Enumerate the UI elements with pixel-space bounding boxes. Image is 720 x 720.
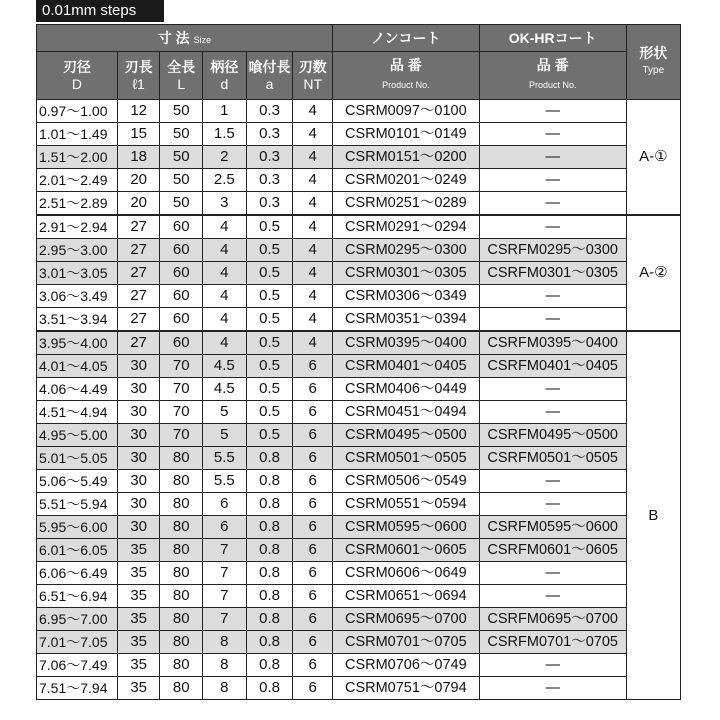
flutes-cell: 6 bbox=[293, 562, 332, 585]
flute-length-cell: 12 bbox=[117, 100, 160, 123]
product-no-okhr-cell: — bbox=[479, 192, 626, 216]
product-no-noncoat-cell: CSRM0401～0405 bbox=[332, 355, 479, 378]
col-header-flute-length: 刃長 ℓ1 bbox=[117, 52, 160, 100]
product-no-okhr-cell: CSRFM0401～0405 bbox=[479, 355, 626, 378]
chamfer-length-cell: 0.8 bbox=[246, 585, 293, 608]
product-no-noncoat-cell: CSRM0306～0349 bbox=[332, 285, 479, 308]
shank-diameter-cell: 4 bbox=[203, 262, 247, 285]
diameter-cell: 4.01～4.05 bbox=[37, 355, 118, 378]
product-no-okhr-cell: CSRFM0301～0305 bbox=[479, 262, 626, 285]
chamfer-length-cell: 0.8 bbox=[246, 562, 293, 585]
flute-length-cell: 30 bbox=[117, 447, 160, 470]
product-table bbox=[36, 24, 681, 700]
product-no-okhr-cell: — bbox=[479, 401, 626, 424]
product-no-okhr-cell: CSRFM0495～0500 bbox=[479, 424, 626, 447]
flutes-cell: 6 bbox=[293, 585, 332, 608]
product-no-noncoat-cell: CSRM0501～0505 bbox=[332, 447, 479, 470]
overall-length-cell: 50 bbox=[160, 192, 203, 216]
shank-diameter-cell: 8 bbox=[203, 677, 247, 700]
chamfer-length-cell: 0.3 bbox=[246, 169, 293, 192]
shank-diameter-cell: 5 bbox=[203, 401, 247, 424]
product-no-okhr-cell: — bbox=[479, 123, 626, 146]
flute-length-cell: 18 bbox=[117, 146, 160, 169]
shank-diameter-cell: 5.5 bbox=[203, 447, 247, 470]
overall-length-cell: 50 bbox=[160, 146, 203, 169]
product-no-noncoat-cell: CSRM0097～0100 bbox=[332, 100, 479, 123]
product-no-okhr-cell: CSRFM0701～0705 bbox=[479, 631, 626, 654]
diameter-cell: 3.51～3.94 bbox=[37, 308, 118, 332]
col-header-chamfer-length: 喰付長 a bbox=[246, 52, 293, 100]
table-row bbox=[37, 215, 681, 239]
chamfer-length-cell: 0.8 bbox=[246, 631, 293, 654]
diameter-cell: 6.95～7.00 bbox=[37, 608, 118, 631]
product-no-noncoat-cell: CSRM0606～0649 bbox=[332, 562, 479, 585]
product-no-okhr-cell: — bbox=[479, 585, 626, 608]
overall-length-cell: 80 bbox=[160, 562, 203, 585]
chamfer-length-cell: 0.8 bbox=[246, 447, 293, 470]
shank-diameter-cell: 7 bbox=[203, 539, 247, 562]
chamfer-length-cell: 0.8 bbox=[246, 539, 293, 562]
flute-length-cell: 30 bbox=[117, 401, 160, 424]
table-row bbox=[37, 470, 681, 493]
flutes-cell: 4 bbox=[293, 331, 332, 355]
chamfer-length-cell: 0.8 bbox=[246, 677, 293, 700]
flutes-cell: 6 bbox=[293, 677, 332, 700]
chamfer-length-cell: 0.3 bbox=[246, 146, 293, 169]
diameter-cell: 6.06～6.49 bbox=[37, 562, 118, 585]
shank-diameter-cell: 2 bbox=[203, 146, 247, 169]
product-no-okhr-cell: CSRFM0695～0700 bbox=[479, 608, 626, 631]
product-no-okhr-cell: CSRFM0295～0300 bbox=[479, 239, 626, 262]
overall-length-cell: 60 bbox=[160, 308, 203, 332]
table-row bbox=[37, 631, 681, 654]
diameter-cell: 2.95～3.00 bbox=[37, 239, 118, 262]
product-no-noncoat-cell: CSRM0301～0305 bbox=[332, 262, 479, 285]
overall-length-cell: 80 bbox=[160, 516, 203, 539]
chamfer-length-cell: 0.5 bbox=[246, 355, 293, 378]
flutes-cell: 4 bbox=[293, 285, 332, 308]
shank-diameter-cell: 1 bbox=[203, 100, 247, 123]
diameter-cell: 6.51～6.94 bbox=[37, 585, 118, 608]
flutes-cell: 6 bbox=[293, 539, 332, 562]
product-no-okhr-cell: — bbox=[479, 215, 626, 239]
product-no-noncoat-cell: CSRM0251～0289 bbox=[332, 192, 479, 216]
okhr-header: OK-HRコート bbox=[479, 25, 626, 52]
shank-diameter-cell: 4.5 bbox=[203, 355, 247, 378]
flutes-cell: 6 bbox=[293, 654, 332, 677]
shank-diameter-cell: 4 bbox=[203, 285, 247, 308]
chamfer-length-cell: 0.5 bbox=[246, 331, 293, 355]
steps-label: 0.01mm steps bbox=[36, 0, 164, 22]
table-row bbox=[37, 516, 681, 539]
table-row bbox=[37, 100, 681, 123]
flute-length-cell: 27 bbox=[117, 308, 160, 332]
table-row bbox=[37, 608, 681, 631]
noncoat-header: ノンコート bbox=[332, 25, 479, 52]
product-no-noncoat-cell: CSRM0506～0549 bbox=[332, 470, 479, 493]
product-no-noncoat-cell: CSRM0701～0705 bbox=[332, 631, 479, 654]
table-row bbox=[37, 123, 681, 146]
chamfer-length-cell: 0.5 bbox=[246, 239, 293, 262]
overall-length-cell: 60 bbox=[160, 285, 203, 308]
overall-length-cell: 60 bbox=[160, 262, 203, 285]
diameter-cell: 7.06～7.49 bbox=[37, 654, 118, 677]
product-no-okhr-cell: CSRFM0395～0400 bbox=[479, 331, 626, 355]
col-header-product-no-okhr: 品 番 Product No. bbox=[479, 52, 626, 100]
product-no-noncoat-cell: CSRM0601～0605 bbox=[332, 539, 479, 562]
product-no-okhr-cell: CSRFM0501～0505 bbox=[479, 447, 626, 470]
flute-length-cell: 27 bbox=[117, 215, 160, 239]
diameter-cell: 5.95～6.00 bbox=[37, 516, 118, 539]
shank-diameter-cell: 5.5 bbox=[203, 470, 247, 493]
chamfer-length-cell: 0.3 bbox=[246, 123, 293, 146]
product-no-noncoat-cell: CSRM0101～0149 bbox=[332, 123, 479, 146]
flute-length-cell: 30 bbox=[117, 493, 160, 516]
col-header-shank-diameter: 柄径 d bbox=[203, 52, 247, 100]
flutes-cell: 4 bbox=[293, 192, 332, 216]
table-row bbox=[37, 378, 681, 401]
overall-length-cell: 60 bbox=[160, 215, 203, 239]
product-no-okhr-cell: — bbox=[479, 308, 626, 332]
diameter-cell: 4.95～5.00 bbox=[37, 424, 118, 447]
shank-diameter-cell: 7 bbox=[203, 562, 247, 585]
product-no-okhr-cell: — bbox=[479, 470, 626, 493]
chamfer-length-cell: 0.3 bbox=[246, 192, 293, 216]
overall-length-cell: 80 bbox=[160, 539, 203, 562]
shank-diameter-cell: 8 bbox=[203, 631, 247, 654]
table-row bbox=[37, 677, 681, 700]
diameter-cell: 3.01～3.05 bbox=[37, 262, 118, 285]
product-no-noncoat-cell: CSRM0395～0400 bbox=[332, 331, 479, 355]
flutes-cell: 4 bbox=[293, 169, 332, 192]
flute-length-cell: 30 bbox=[117, 424, 160, 447]
flutes-cell: 6 bbox=[293, 447, 332, 470]
shank-diameter-cell: 1.5 bbox=[203, 123, 247, 146]
shank-diameter-cell: 7 bbox=[203, 608, 247, 631]
chamfer-length-cell: 0.5 bbox=[246, 424, 293, 447]
diameter-cell: 4.06～4.49 bbox=[37, 378, 118, 401]
table-row bbox=[37, 493, 681, 516]
product-no-okhr-cell: — bbox=[479, 169, 626, 192]
table-row bbox=[37, 447, 681, 470]
flute-length-cell: 20 bbox=[117, 192, 160, 216]
product-no-noncoat-cell: CSRM0651～0694 bbox=[332, 585, 479, 608]
diameter-cell: 3.95～4.00 bbox=[37, 331, 118, 355]
diameter-cell: 7.51～7.94 bbox=[37, 677, 118, 700]
flute-length-cell: 35 bbox=[117, 585, 160, 608]
flute-length-cell: 35 bbox=[117, 539, 160, 562]
table-row bbox=[37, 539, 681, 562]
overall-length-cell: 80 bbox=[160, 470, 203, 493]
flutes-cell: 6 bbox=[293, 424, 332, 447]
flute-length-cell: 35 bbox=[117, 654, 160, 677]
flutes-cell: 6 bbox=[293, 355, 332, 378]
chamfer-length-cell: 0.5 bbox=[246, 215, 293, 239]
shank-diameter-cell: 4.5 bbox=[203, 378, 247, 401]
table-row bbox=[37, 192, 681, 216]
shank-diameter-cell: 6 bbox=[203, 516, 247, 539]
product-no-noncoat-cell: CSRM0495～0500 bbox=[332, 424, 479, 447]
overall-length-cell: 70 bbox=[160, 355, 203, 378]
product-no-noncoat-cell: CSRM0406～0449 bbox=[332, 378, 479, 401]
flute-length-cell: 30 bbox=[117, 516, 160, 539]
product-no-noncoat-cell: CSRM0451～0494 bbox=[332, 401, 479, 424]
table-row bbox=[37, 401, 681, 424]
flutes-cell: 4 bbox=[293, 262, 332, 285]
product-no-okhr-cell: — bbox=[479, 378, 626, 401]
table-row bbox=[37, 562, 681, 585]
product-no-okhr-cell: — bbox=[479, 100, 626, 123]
shank-diameter-cell: 4 bbox=[203, 215, 247, 239]
diameter-cell: 3.06～3.49 bbox=[37, 285, 118, 308]
col-header-flutes: 刃数 NT bbox=[293, 52, 332, 100]
chamfer-length-cell: 0.8 bbox=[246, 608, 293, 631]
overall-length-cell: 80 bbox=[160, 654, 203, 677]
product-no-okhr-cell: — bbox=[479, 677, 626, 700]
flute-length-cell: 27 bbox=[117, 262, 160, 285]
product-no-okhr-cell: — bbox=[479, 285, 626, 308]
flutes-cell: 4 bbox=[293, 215, 332, 239]
overall-length-cell: 50 bbox=[160, 100, 203, 123]
overall-length-cell: 80 bbox=[160, 608, 203, 631]
diameter-cell: 7.01～7.05 bbox=[37, 631, 118, 654]
diameter-cell: 1.01～1.49 bbox=[37, 123, 118, 146]
product-no-okhr-cell: — bbox=[479, 562, 626, 585]
diameter-cell: 2.01～2.49 bbox=[37, 169, 118, 192]
chamfer-length-cell: 0.5 bbox=[246, 285, 293, 308]
shank-diameter-cell: 6 bbox=[203, 493, 247, 516]
overall-length-cell: 80 bbox=[160, 677, 203, 700]
col-header-overall-length: 全長 L bbox=[160, 52, 203, 100]
shank-diameter-cell: 2.5 bbox=[203, 169, 247, 192]
flutes-cell: 4 bbox=[293, 239, 332, 262]
diameter-cell: 2.91～2.94 bbox=[37, 215, 118, 239]
diameter-cell: 5.06～5.49 bbox=[37, 470, 118, 493]
flutes-cell: 6 bbox=[293, 608, 332, 631]
flute-length-cell: 27 bbox=[117, 331, 160, 355]
diameter-cell: 4.51～4.94 bbox=[37, 401, 118, 424]
chamfer-length-cell: 0.5 bbox=[246, 378, 293, 401]
product-no-noncoat-cell: CSRM0151～0200 bbox=[332, 146, 479, 169]
table-row bbox=[37, 146, 681, 169]
table-row bbox=[37, 331, 681, 355]
overall-length-cell: 80 bbox=[160, 585, 203, 608]
overall-length-cell: 60 bbox=[160, 239, 203, 262]
flute-length-cell: 30 bbox=[117, 355, 160, 378]
overall-length-cell: 80 bbox=[160, 447, 203, 470]
product-no-noncoat-cell: CSRM0291～0294 bbox=[332, 215, 479, 239]
table-row bbox=[37, 654, 681, 677]
chamfer-length-cell: 0.5 bbox=[246, 262, 293, 285]
chamfer-length-cell: 0.8 bbox=[246, 470, 293, 493]
flutes-cell: 6 bbox=[293, 401, 332, 424]
flutes-cell: 6 bbox=[293, 470, 332, 493]
flute-length-cell: 30 bbox=[117, 470, 160, 493]
table-row bbox=[37, 285, 681, 308]
flutes-cell: 4 bbox=[293, 308, 332, 332]
flute-length-cell: 35 bbox=[117, 631, 160, 654]
table-row bbox=[37, 355, 681, 378]
diameter-cell: 6.01～6.05 bbox=[37, 539, 118, 562]
flute-length-cell: 35 bbox=[117, 608, 160, 631]
overall-length-cell: 60 bbox=[160, 331, 203, 355]
diameter-cell: 0.97～1.00 bbox=[37, 100, 118, 123]
shank-diameter-cell: 4 bbox=[203, 308, 247, 332]
diameter-cell: 2.51～2.89 bbox=[37, 192, 118, 216]
table-row bbox=[37, 169, 681, 192]
shank-diameter-cell: 4 bbox=[203, 239, 247, 262]
chamfer-length-cell: 0.3 bbox=[246, 100, 293, 123]
shank-diameter-cell: 3 bbox=[203, 192, 247, 216]
diameter-cell: 1.51～2.00 bbox=[37, 146, 118, 169]
size-header: 寸 法 Size bbox=[37, 25, 333, 52]
col-header-product-no-noncoat: 品 番 Product No. bbox=[332, 52, 479, 100]
table-row bbox=[37, 239, 681, 262]
chamfer-length-cell: 0.5 bbox=[246, 308, 293, 332]
chamfer-length-cell: 0.5 bbox=[246, 401, 293, 424]
flutes-cell: 4 bbox=[293, 100, 332, 123]
overall-length-cell: 80 bbox=[160, 493, 203, 516]
product-no-okhr-cell: — bbox=[479, 654, 626, 677]
type-cell: A-① bbox=[626, 100, 680, 216]
flute-length-cell: 35 bbox=[117, 677, 160, 700]
product-no-okhr-cell: — bbox=[479, 493, 626, 516]
shank-diameter-cell: 4 bbox=[203, 331, 247, 355]
overall-length-cell: 70 bbox=[160, 378, 203, 401]
flutes-cell: 6 bbox=[293, 516, 332, 539]
flute-length-cell: 35 bbox=[117, 562, 160, 585]
flute-length-cell: 15 bbox=[117, 123, 160, 146]
chamfer-length-cell: 0.8 bbox=[246, 493, 293, 516]
flute-length-cell: 20 bbox=[117, 169, 160, 192]
flute-length-cell: 30 bbox=[117, 378, 160, 401]
table-row bbox=[37, 262, 681, 285]
flute-length-cell: 27 bbox=[117, 285, 160, 308]
product-no-noncoat-cell: CSRM0551～0594 bbox=[332, 493, 479, 516]
product-no-noncoat-cell: CSRM0595～0600 bbox=[332, 516, 479, 539]
shank-diameter-cell: 5 bbox=[203, 424, 247, 447]
type-cell: A-② bbox=[626, 215, 680, 331]
col-header-diameter: 刃径 D bbox=[37, 52, 118, 100]
overall-length-cell: 50 bbox=[160, 123, 203, 146]
type-header: 形状 Type bbox=[626, 25, 680, 100]
table-row bbox=[37, 424, 681, 447]
product-no-noncoat-cell: CSRM0706～0749 bbox=[332, 654, 479, 677]
product-no-okhr-cell: CSRFM0601～0605 bbox=[479, 539, 626, 562]
table-row bbox=[37, 308, 681, 332]
chamfer-length-cell: 0.8 bbox=[246, 516, 293, 539]
type-cell: B bbox=[626, 331, 680, 700]
product-no-okhr-cell: — bbox=[479, 146, 626, 169]
flutes-cell: 4 bbox=[293, 123, 332, 146]
overall-length-cell: 70 bbox=[160, 424, 203, 447]
product-no-noncoat-cell: CSRM0695～0700 bbox=[332, 608, 479, 631]
flutes-cell: 4 bbox=[293, 146, 332, 169]
overall-length-cell: 70 bbox=[160, 401, 203, 424]
diameter-cell: 5.01～5.05 bbox=[37, 447, 118, 470]
shank-diameter-cell: 7 bbox=[203, 585, 247, 608]
shank-diameter-cell: 8 bbox=[203, 654, 247, 677]
flute-length-cell: 27 bbox=[117, 239, 160, 262]
flutes-cell: 6 bbox=[293, 378, 332, 401]
product-no-noncoat-cell: CSRM0201～0249 bbox=[332, 169, 479, 192]
table-row bbox=[37, 585, 681, 608]
diameter-cell: 5.51～5.94 bbox=[37, 493, 118, 516]
flutes-cell: 6 bbox=[293, 631, 332, 654]
product-no-noncoat-cell: CSRM0295～0300 bbox=[332, 239, 479, 262]
product-no-okhr-cell: CSRFM0595～0600 bbox=[479, 516, 626, 539]
chamfer-length-cell: 0.8 bbox=[246, 654, 293, 677]
product-no-noncoat-cell: CSRM0751～0794 bbox=[332, 677, 479, 700]
overall-length-cell: 50 bbox=[160, 169, 203, 192]
flutes-cell: 6 bbox=[293, 493, 332, 516]
overall-length-cell: 80 bbox=[160, 631, 203, 654]
product-no-noncoat-cell: CSRM0351～0394 bbox=[332, 308, 479, 332]
